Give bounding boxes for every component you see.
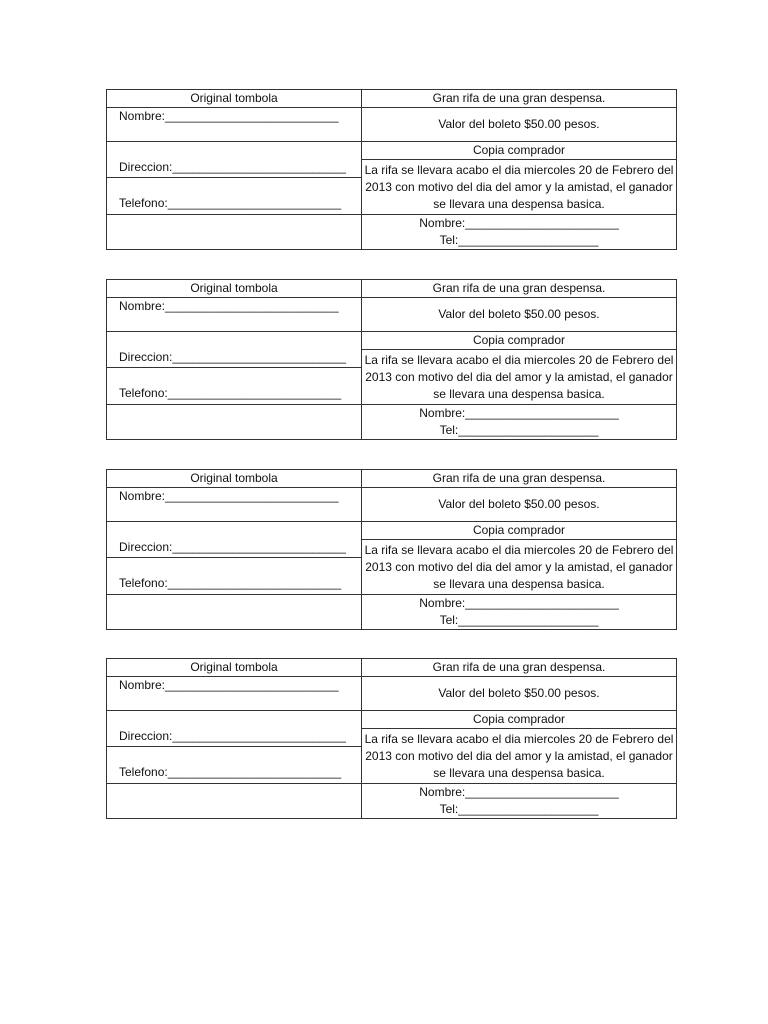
buyer-fields <box>362 405 677 440</box>
ticket-price: Valor del boleto $50.00 pesos. <box>362 488 677 522</box>
telefono-field: Telefono:__________________________ <box>107 558 362 595</box>
original-header: Original tombola <box>107 90 362 108</box>
raffle-title: Gran rifa de una gran despensa. <box>362 470 677 488</box>
raffle-description: La rifa se llevara acabo el dia miercoles 20 de Febrero del 2013 con motivo del dia del amor y la amistad, el ganador se llevara una despensa basica. <box>362 729 677 784</box>
raffle-ticket <box>106 279 676 435</box>
empty-cell <box>107 784 362 819</box>
nombre-field: Nombre:__________________________ <box>107 677 362 711</box>
raffle-title: Gran rifa de una gran despensa. <box>362 90 677 108</box>
empty-cell <box>107 595 362 630</box>
original-header: Original tombola <box>107 659 362 677</box>
nombre-field: Nombre:__________________________ <box>107 108 362 142</box>
buyer-fields <box>362 215 677 250</box>
original-header: Original tombola <box>107 280 362 298</box>
nombre-field: Nombre:__________________________ <box>107 298 362 332</box>
empty-cell <box>107 405 362 440</box>
buyer-tel-field: Tel:_____________________ <box>439 613 599 627</box>
direccion-field: Direccion:__________________________ <box>107 711 362 747</box>
direccion-field: Direccion:__________________________ <box>107 332 362 368</box>
telefono-field: Telefono:__________________________ <box>107 747 362 784</box>
ticket-table <box>106 658 677 819</box>
raffle-description: La rifa se llevara acabo el dia miercoles 20 de Febrero del 2013 con motivo del dia del amor y la amistad, el ganador se llevara una despensa basica. <box>362 160 677 215</box>
copy-header: Copia comprador <box>362 332 677 350</box>
telefono-field: Telefono:__________________________ <box>107 178 362 215</box>
buyer-name-field: Nombre:_______________________ <box>419 216 619 230</box>
buyer-name-field: Nombre:_______________________ <box>419 406 619 420</box>
raffle-description: La rifa se llevara acabo el dia miercoles 20 de Febrero del 2013 con motivo del dia del amor y la amistad, el ganador se llevara una despensa basica. <box>362 350 677 405</box>
buyer-name-field: Nombre:_______________________ <box>419 596 619 610</box>
original-header: Original tombola <box>107 470 362 488</box>
raffle-ticket <box>106 89 676 245</box>
buyer-fields <box>362 784 677 819</box>
copy-header: Copia comprador <box>362 142 677 160</box>
ticket-table <box>106 279 677 440</box>
buyer-tel-field: Tel:_____________________ <box>439 423 599 437</box>
ticket-price: Valor del boleto $50.00 pesos. <box>362 298 677 332</box>
buyer-fields <box>362 595 677 630</box>
direccion-field: Direccion:__________________________ <box>107 522 362 558</box>
ticket-price: Valor del boleto $50.00 pesos. <box>362 108 677 142</box>
raffle-description: La rifa se llevara acabo el dia miercoles 20 de Febrero del 2013 con motivo del dia del amor y la amistad, el ganador se llevara una despensa basica. <box>362 540 677 595</box>
copy-header: Copia comprador <box>362 522 677 540</box>
buyer-tel-field: Tel:_____________________ <box>439 802 599 816</box>
ticket-price: Valor del boleto $50.00 pesos. <box>362 677 677 711</box>
raffle-title: Gran rifa de una gran despensa. <box>362 659 677 677</box>
direccion-field: Direccion:__________________________ <box>107 142 362 178</box>
raffle-ticket <box>106 469 676 625</box>
raffle-title: Gran rifa de una gran despensa. <box>362 280 677 298</box>
telefono-field: Telefono:__________________________ <box>107 368 362 405</box>
buyer-name-field: Nombre:_______________________ <box>419 785 619 799</box>
empty-cell <box>107 215 362 250</box>
ticket-table <box>106 89 677 250</box>
ticket-table <box>106 469 677 630</box>
raffle-ticket <box>106 658 676 814</box>
nombre-field: Nombre:__________________________ <box>107 488 362 522</box>
buyer-tel-field: Tel:_____________________ <box>439 233 599 247</box>
copy-header: Copia comprador <box>362 711 677 729</box>
